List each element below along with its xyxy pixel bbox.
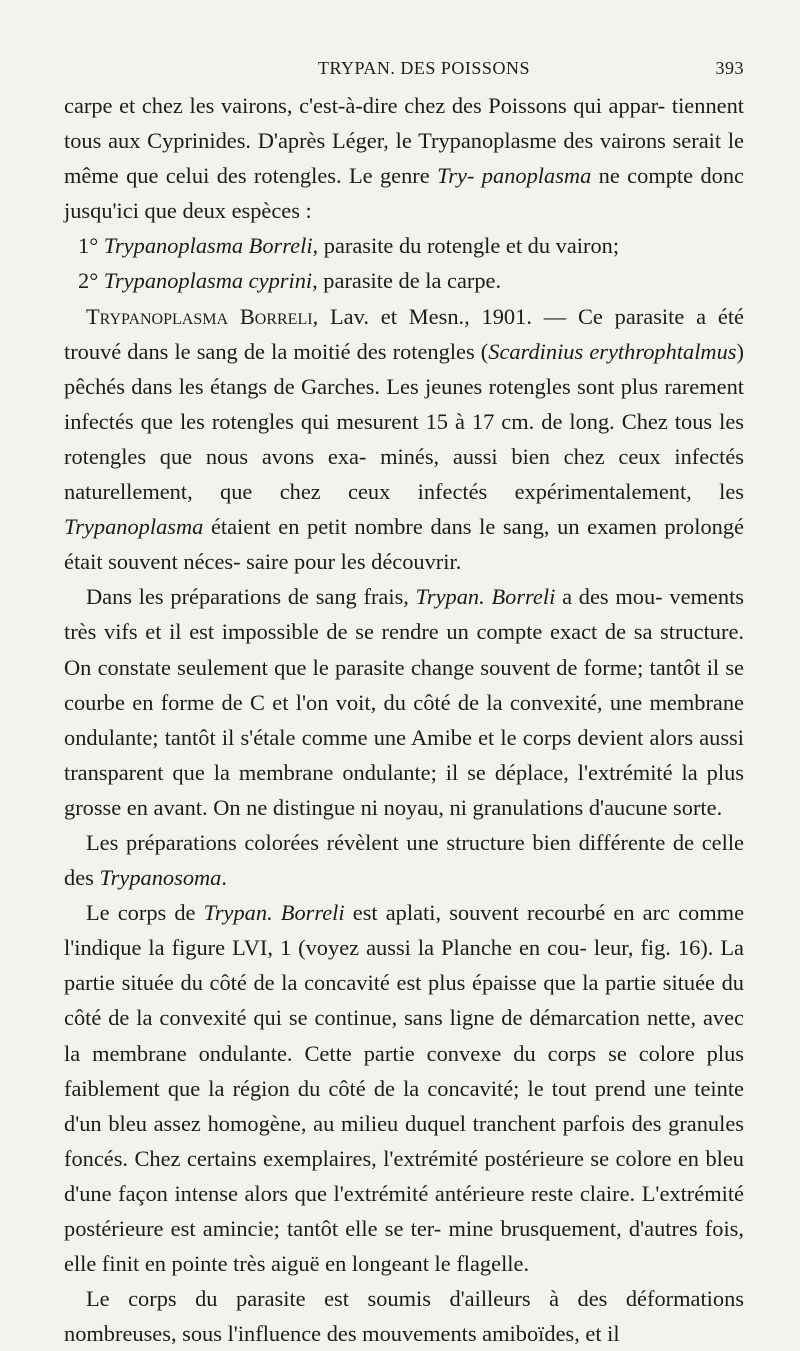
text-run: . <box>221 865 227 891</box>
italic-term: Trypanoplasma <box>64 514 204 540</box>
text-run: carpe et chez les vairons, c'est-à-dire chez des Poissons qui appar- tiennent tous aux Cyprinides. D'après Léger, le Trypanoplasme des vairons serait le même que celui des rotengles. Le genre <box>64 93 744 189</box>
text-run: Dans les préparations de sang frais, <box>86 584 416 610</box>
italic-term: Trypan. Borreli <box>415 584 556 610</box>
running-title: TRYPAN. DES POISSONS <box>318 58 530 78</box>
italic-term: Try- panoplasma <box>437 163 592 189</box>
text-run: ne compte donc jusqu'ici que deux espèces : <box>64 163 744 224</box>
page-number: 393 <box>715 58 744 78</box>
paragraph <box>64 579 744 825</box>
italic-term: Trypanoplasma Borreli <box>103 233 313 259</box>
text-run: est aplati, souvent recourbé en arc comme l'indique la figure LVI, 1 (voyez aussi la Planche en cou- leur, fig. 16). La partie située du côté de la concavité est plus épaisse que la partie située du côté de la convexité qui se continue, sans ligne de démarcation nette, avec la membrane ondulante. Cette partie convexe du corps se colore plus faiblement que la région du côté de la concavité; le tout prend une teinte d'un bleu assez homogène, au milieu duquel tranchent parfois des granules foncés. Chez certains exemplaires, l'extrémité postérieure se colore en bleu d'une façon intense alors que l'extrémité antérieure reste claire. L'extrémité postérieure est amincie; tantôt elle se ter- mine brusquement, d'autres fois, elle finit en pointe très aiguë en longeant le flagelle. <box>64 900 745 1277</box>
paragraph <box>64 1281 744 1351</box>
paragraph <box>64 825 744 895</box>
text-run: , parasite de la carpe. <box>312 268 502 294</box>
running-head <box>64 58 744 88</box>
text-run: Les préparations colorées révèlent une structure bien différente de celle des <box>64 829 744 891</box>
text-run: , parasite du rotengle et du vairon; <box>312 233 620 259</box>
text-run: Le corps de <box>86 900 204 926</box>
italic-term: Trypanosoma <box>99 865 222 891</box>
species-list-item-2 <box>64 263 744 298</box>
species-list-item-1 <box>64 228 744 263</box>
species-heading: Trypanoplasma Borreli <box>86 303 313 329</box>
italic-term: Scardinius erythrophtalmus <box>488 338 737 364</box>
text-run: étaient en petit nombre dans le sang, un examen prolongé était souvent néces- saire pour les découvrir. <box>64 514 744 575</box>
text-run: , Lav. et Mesn., 1901. — Ce parasite a été trouvé dans le sang de la moitié des rotengles ( <box>64 303 744 364</box>
text-run: a des mou- vements très vifs et il est impossible de se rendre un compte exact de sa structure. On constate seulement que le parasite change souvent de forme; tantôt il se courbe en forme de C et l'on voit, du côté de la convexité, une membrane ondulante; tantôt il s'étale comme une Amibe et le corps devient alors aussi transparent que la membrane ondulante; il se déplace, l'extrémité la plus grosse en avant. On ne distingue ni noyau, ni granulations d'aucune sorte. <box>64 584 744 820</box>
text-run: ) pêchés dans les étangs de Garches. Les jeunes rotengles sont plus rarement infectés que les rotengles qui mesurent 15 à 17 cm. de long. Chez tous les rotengles que nous avons exa- minés, aussi bien chez ceux infectés naturellement, que chez ceux infectés expérimentalement, les <box>64 338 744 505</box>
paragraph <box>64 88 744 228</box>
text-run: 1° <box>78 233 104 259</box>
italic-term: Trypanoplasma cyprini <box>103 268 313 294</box>
text-run: 2° <box>78 268 104 294</box>
italic-term: Trypan. Borreli <box>203 900 345 926</box>
paragraph <box>64 299 744 580</box>
paragraph <box>64 895 744 1281</box>
body-text <box>64 88 744 1351</box>
text-run: Le corps du parasite est soumis d'ailleurs à des déformations nombreuses, sous l'influence des mouvements amiboïdes, et il <box>64 1286 744 1347</box>
